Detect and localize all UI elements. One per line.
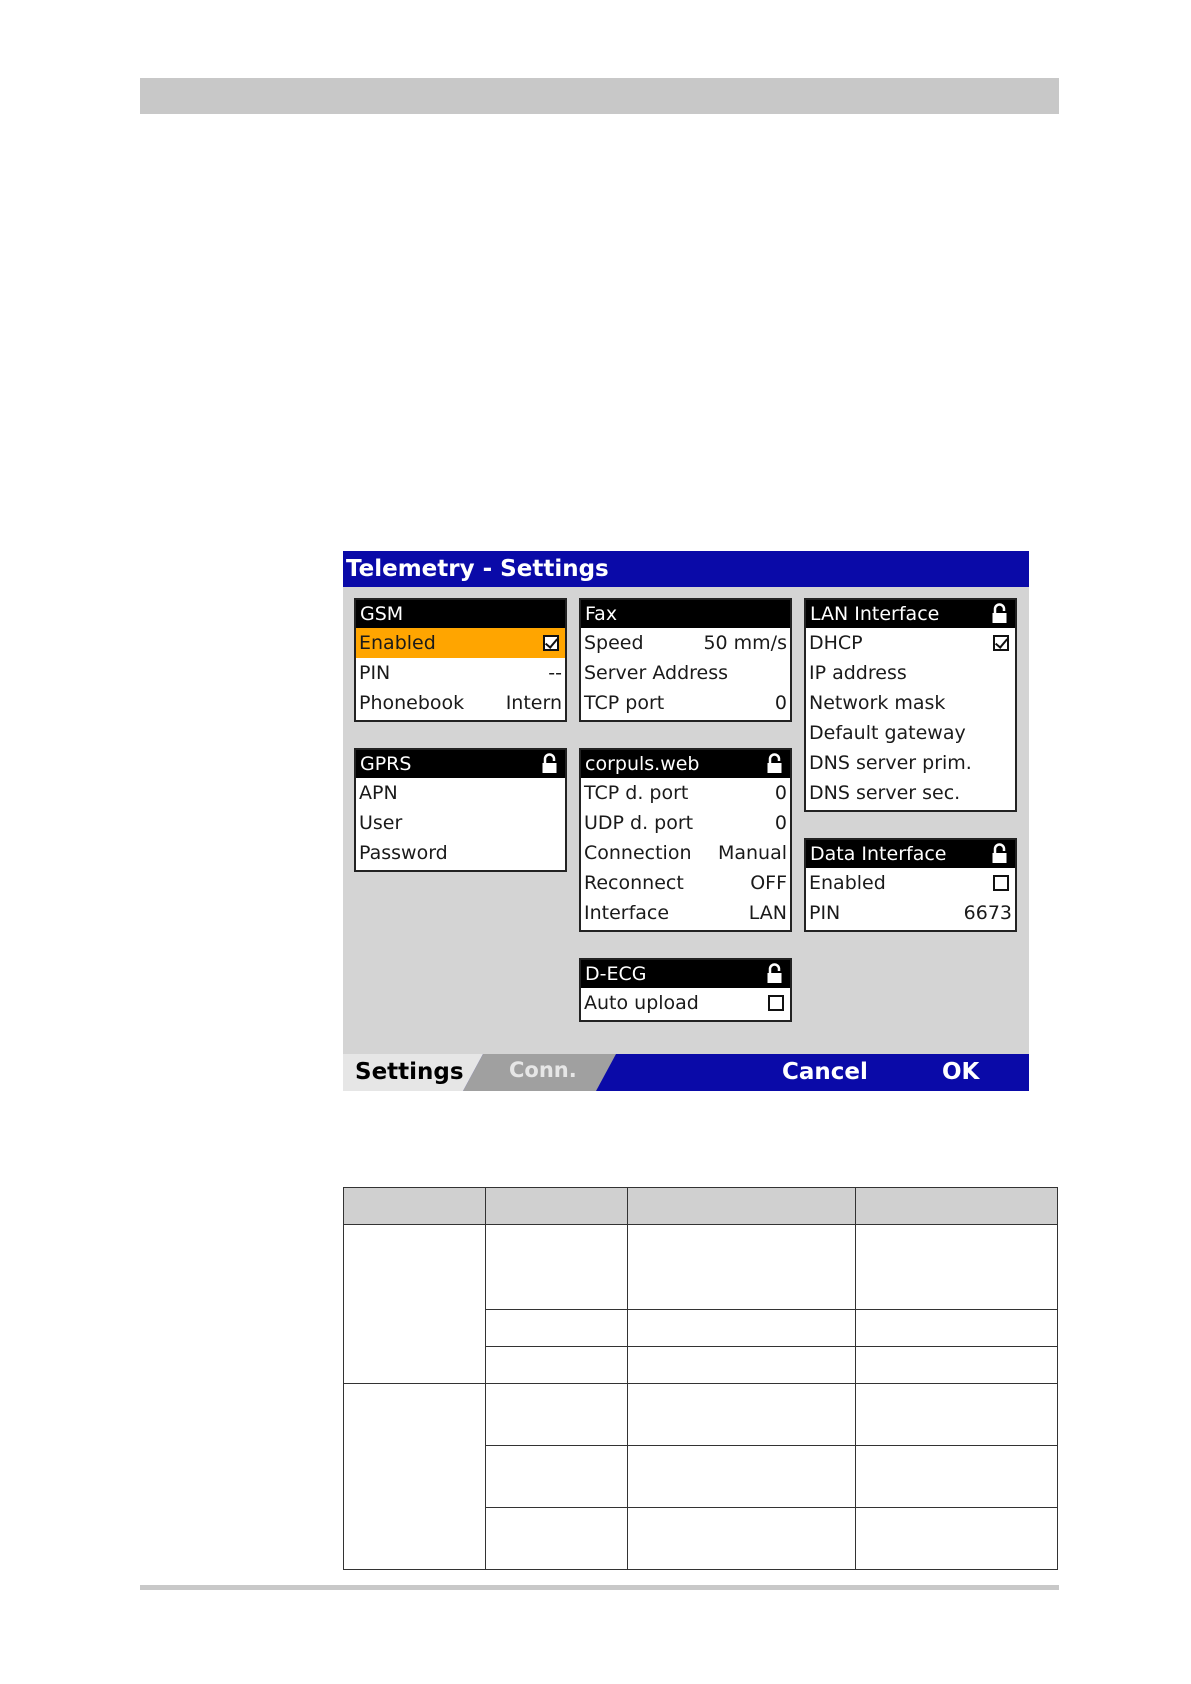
corpuls-udp-label: UDP d. port: [584, 812, 694, 834]
fax-tcp-row[interactable]: [581, 688, 790, 718]
decg-auto-upload-checkbox[interactable]: [768, 995, 784, 1011]
table-header-cell: [856, 1188, 1058, 1225]
tab-conn-label[interactable]: Conn.: [509, 1058, 577, 1082]
panel-d-ecg: [579, 958, 792, 1022]
corpuls-reconnect-label: Reconnect: [584, 872, 684, 894]
panel-decg-title-text: D-ECG: [585, 963, 647, 985]
cancel-button[interactable]: Cancel: [782, 1059, 868, 1085]
table-cell: [486, 1225, 628, 1310]
corpuls-connection-row[interactable]: [581, 838, 790, 868]
corpuls-tcp-value: 0: [774, 782, 787, 804]
gsm-pin-label: PIN: [359, 662, 391, 684]
gsm-enabled-label: Enabled: [359, 632, 436, 654]
table-cell: [486, 1384, 628, 1446]
fax-server-label: Server Address: [584, 662, 729, 684]
fax-server-row[interactable]: [581, 658, 790, 688]
table-cell: [856, 1384, 1058, 1446]
fax-speed-value: 50 mm/s: [703, 632, 787, 654]
lan-ip-row[interactable]: [806, 658, 1015, 688]
panel-corpuls-title: [581, 750, 790, 778]
page-header-bar: [140, 78, 1059, 114]
gprs-password-label: Password: [359, 842, 448, 864]
panel-gsm: [354, 598, 567, 722]
gprs-apn-label: APN: [359, 782, 398, 804]
panel-data-interface: [804, 838, 1017, 932]
gsm-enabled-row[interactable]: [356, 628, 565, 658]
corpuls-reconnect-value: OFF: [750, 872, 787, 894]
panel-data-title: [806, 840, 1015, 868]
panel-lan-title: [806, 600, 1015, 628]
corpuls-udp-value: 0: [774, 812, 787, 834]
table-row: [344, 1225, 1058, 1310]
panel-decg-title: [581, 960, 790, 988]
data-enabled-label: Enabled: [809, 872, 886, 894]
lan-dns-sec-row[interactable]: [806, 778, 1015, 808]
corpuls-udp-row[interactable]: [581, 808, 790, 838]
corpuls-tcp-label: TCP d. port: [584, 782, 689, 804]
table-cell: [628, 1508, 856, 1570]
corpuls-interface-row[interactable]: [581, 898, 790, 928]
corpuls-connection-value: Manual: [717, 842, 787, 864]
gsm-phonebook-value: Intern: [505, 692, 562, 714]
table-cell: [628, 1310, 856, 1347]
panel-corpuls-web: [579, 748, 792, 932]
table-group-cell: [344, 1384, 486, 1570]
screen-title: Telemetry - Settings: [343, 551, 1029, 587]
table-cell: [628, 1225, 856, 1310]
lock-icon: [767, 753, 782, 774]
gsm-phonebook-row[interactable]: [356, 688, 565, 718]
corpuls-reconnect-row[interactable]: [581, 868, 790, 898]
lock-icon: [542, 753, 557, 774]
corpuls-tcp-row[interactable]: [581, 778, 790, 808]
data-pin-value: 6673: [963, 902, 1012, 924]
table-cell: [856, 1508, 1058, 1570]
table-header-row: [344, 1188, 1058, 1225]
lock-icon: [992, 603, 1007, 624]
data-enabled-row[interactable]: [806, 868, 1015, 898]
lan-dns-prim-row[interactable]: [806, 748, 1015, 778]
table-cell: [856, 1347, 1058, 1384]
lan-dns-sec-label: DNS server sec.: [809, 782, 961, 804]
corpuls-interface-label: Interface: [584, 902, 670, 924]
table-header-cell: [628, 1188, 856, 1225]
tab-settings-label[interactable]: Settings: [355, 1059, 464, 1085]
lan-dhcp-row[interactable]: [806, 628, 1015, 658]
fax-tcp-label: TCP port: [584, 692, 665, 714]
device-screen: [343, 551, 1029, 1091]
table-cell: [856, 1446, 1058, 1508]
decg-auto-upload-label: Auto upload: [584, 992, 699, 1014]
table-row: [344, 1384, 1058, 1446]
gprs-apn-row[interactable]: [356, 778, 565, 808]
gsm-phonebook-label: Phonebook: [359, 692, 465, 714]
table-header-cell: [344, 1188, 486, 1225]
table-cell: [486, 1310, 628, 1347]
table-cell: [628, 1347, 856, 1384]
page-footer-line: [140, 1585, 1059, 1590]
gsm-enabled-checkbox[interactable]: [543, 635, 559, 651]
lan-dhcp-checkbox[interactable]: [993, 635, 1009, 651]
fax-speed-row[interactable]: [581, 628, 790, 658]
lock-icon: [992, 843, 1007, 864]
table-cell: [486, 1347, 628, 1384]
lan-gateway-label: Default gateway: [809, 722, 966, 744]
table-group-cell: [344, 1225, 486, 1384]
lan-dns-prim-label: DNS server prim.: [809, 752, 972, 774]
table-cell: [628, 1446, 856, 1508]
gprs-password-row[interactable]: [356, 838, 565, 868]
ok-button[interactable]: OK: [942, 1059, 980, 1085]
lan-ip-label: IP address: [809, 662, 907, 684]
lan-mask-label: Network mask: [809, 692, 946, 714]
panel-fax: [579, 598, 792, 722]
panel-gprs-title-text: GPRS: [360, 753, 412, 775]
fax-speed-label: Speed: [584, 632, 644, 654]
table-cell: [856, 1310, 1058, 1347]
panel-lan: [804, 598, 1017, 812]
table-cell: [486, 1446, 628, 1508]
lan-mask-row[interactable]: [806, 688, 1015, 718]
data-pin-label: PIN: [809, 902, 841, 924]
lan-dhcp-label: DHCP: [809, 632, 863, 654]
gsm-pin-value: --: [548, 662, 562, 684]
corpuls-connection-label: Connection: [584, 842, 692, 864]
table-header-cell: [486, 1188, 628, 1225]
gprs-user-row[interactable]: [356, 808, 565, 838]
panel-data-title-text: Data Interface: [810, 843, 947, 865]
data-enabled-checkbox[interactable]: [993, 875, 1009, 891]
data-pin-row[interactable]: [806, 898, 1015, 928]
panel-gprs-title: [356, 750, 565, 778]
table-cell: [486, 1508, 628, 1570]
lock-icon: [767, 963, 782, 984]
table-cell: [856, 1225, 1058, 1310]
gprs-user-label: User: [359, 812, 403, 834]
fax-tcp-value: 0: [774, 692, 787, 714]
panel-fax-title: Fax: [581, 600, 790, 628]
panel-gsm-title: GSM: [356, 600, 565, 628]
table-cell: [628, 1384, 856, 1446]
lan-gateway-row[interactable]: [806, 718, 1015, 748]
panel-lan-title-text: LAN Interface: [810, 603, 940, 625]
panel-corpuls-title-text: corpuls.web: [585, 753, 700, 775]
corpuls-interface-value: LAN: [748, 902, 787, 924]
gsm-pin-row[interactable]: [356, 658, 565, 688]
parameter-table: [343, 1187, 1058, 1570]
panel-gprs: [354, 748, 567, 872]
decg-auto-upload-row[interactable]: [581, 988, 790, 1018]
